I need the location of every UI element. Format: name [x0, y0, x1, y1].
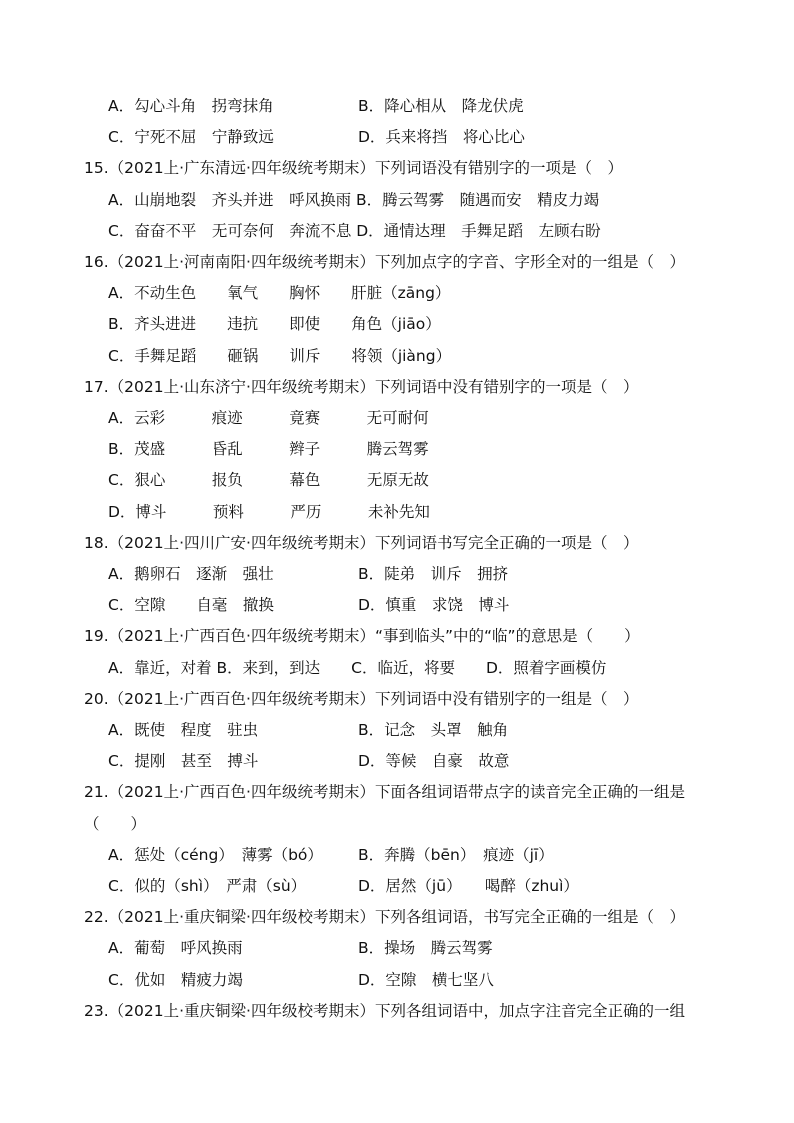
option-right: B．奔腾（bēn） 痕迹（jī） [358, 845, 554, 864]
option-left: C．空隙 自毫 撤换 [108, 596, 274, 615]
option-left: C．优如 精疲力竭 [108, 970, 243, 989]
option-row [0, 747, 794, 775]
option-row [0, 591, 794, 619]
option-text: C．奋奋不平 无可奈何 奔流不息 D．通情达理 手舞足蹈 左顾右盼 [108, 221, 601, 240]
option-text: B．齐头进进 违抗 即使 角色（jiāo） [108, 315, 441, 334]
option-row [0, 404, 794, 432]
question-stem: 19.（2021上·广西百色·四年级统考期末）“事到临头”中的“临”的意思是（ ） [84, 627, 640, 646]
option-row [0, 279, 794, 307]
option-row [0, 560, 794, 588]
option-row [0, 123, 794, 151]
option-row [0, 186, 794, 214]
option-left: A．葡萄 呼风换雨 [108, 939, 243, 958]
option-right: B．记念 头罩 触角 [358, 721, 509, 739]
option-text: B．茂盛 昏乱 辫子 腾云驾雾 [108, 440, 429, 459]
option-right: D．兵来将挡 将心比心 [358, 128, 525, 147]
option-right: B．操场 腾云驾雾 [358, 939, 493, 958]
option-row [0, 654, 794, 682]
option-row [0, 716, 794, 744]
option-text: A．云彩 痕迹 竟赛 无可耐何 [108, 409, 429, 427]
option-row [0, 435, 794, 463]
question-stem: 21.（2021上·广西百色·四年级统考期末）下面各组词语带点字的读音完全正确的一组是 [84, 783, 685, 802]
question-stem: （ ） [84, 814, 147, 833]
option-text: C．手舞足蹈 砸锅 训斥 将领（jiàng） [108, 346, 452, 365]
option-row [0, 342, 794, 370]
option-row [0, 841, 794, 869]
question-stem: 15.（2021上·广东清远·四年级统考期末）下列词语没有错别字的一项是（ ） [84, 159, 623, 178]
question-stem: 18.（2021上·四川广安·四年级统考期末）下列词语书写完全正确的一项是（ ） [84, 533, 639, 552]
option-right: D．空隙 横七坚八 [358, 970, 494, 989]
question-stem: 16.（2021上·河南南阳·四年级统考期末）下列加点字的字音、字形全对的一组是（ ） [84, 253, 685, 271]
option-left: A．既使 程度 驻虫 [108, 721, 259, 739]
option-row [0, 934, 794, 962]
option-text: C．狠心 报负 幕色 无原无故 [108, 471, 429, 490]
option-row [0, 498, 794, 526]
question-stem: 17.（2021上·山东济宁·四年级统考期末）下列词语中没有错别字的一项是（ ） [84, 377, 639, 396]
question-stem: 22.（2021上·重庆铜梁·四年级校考期末）下列各组词语，书写完全正确的一组是（ ） [84, 908, 685, 927]
option-left: C．提刚 甚至 搏斗 [108, 752, 259, 771]
option-left: A．惩处（céng） 薄雾（bó） [108, 845, 323, 864]
question-stem: 23.（2021上·重庆铜梁·四年级校考期末）下列各组词语中，加点字注音完全正确的一组 [84, 1001, 685, 1020]
option-right: B．降心相从 降龙伏虎 [358, 97, 524, 115]
option-right: B．陡弟 训斥 拥挤 [358, 565, 509, 583]
option-right: D．居然（jū） 喝醉（zhuì） [358, 877, 579, 895]
option-row [0, 310, 794, 338]
option-row [0, 966, 794, 994]
option-right: D．等候 自豪 故意 [358, 752, 510, 771]
option-row [0, 92, 794, 120]
option-left: C．宁死不屈 宁静致远 [108, 128, 274, 147]
option-row [0, 872, 794, 900]
option-row [0, 466, 794, 494]
option-text: A．山崩地裂 齐头并进 呼风换雨 B．腾云驾雾 随遇而安 精皮力竭 [108, 190, 600, 209]
option-left: A．鹅卵石 逐渐 强壮 [108, 565, 274, 583]
option-left: C．似的（shì） 严肃（sù） [108, 877, 307, 895]
option-row [0, 217, 794, 245]
option-text: A．靠近，对着 B．来到，到达 C．临近，将要 D．照着字画模仿 [108, 658, 607, 677]
option-text: D．博斗 预料 严历 未补先知 [108, 502, 430, 521]
question-stem: 20.（2021上·广西百色·四年级统考期末）下列词语中没有错别字的一组是（ ） [84, 689, 639, 708]
option-left: A．勾心斗角 拐弯抹角 [108, 97, 274, 115]
option-text: A．不动生色 氧气 胸怀 肝脏（zāng） [108, 284, 451, 303]
option-right: D．慎重 求饶 博斗 [358, 596, 510, 615]
